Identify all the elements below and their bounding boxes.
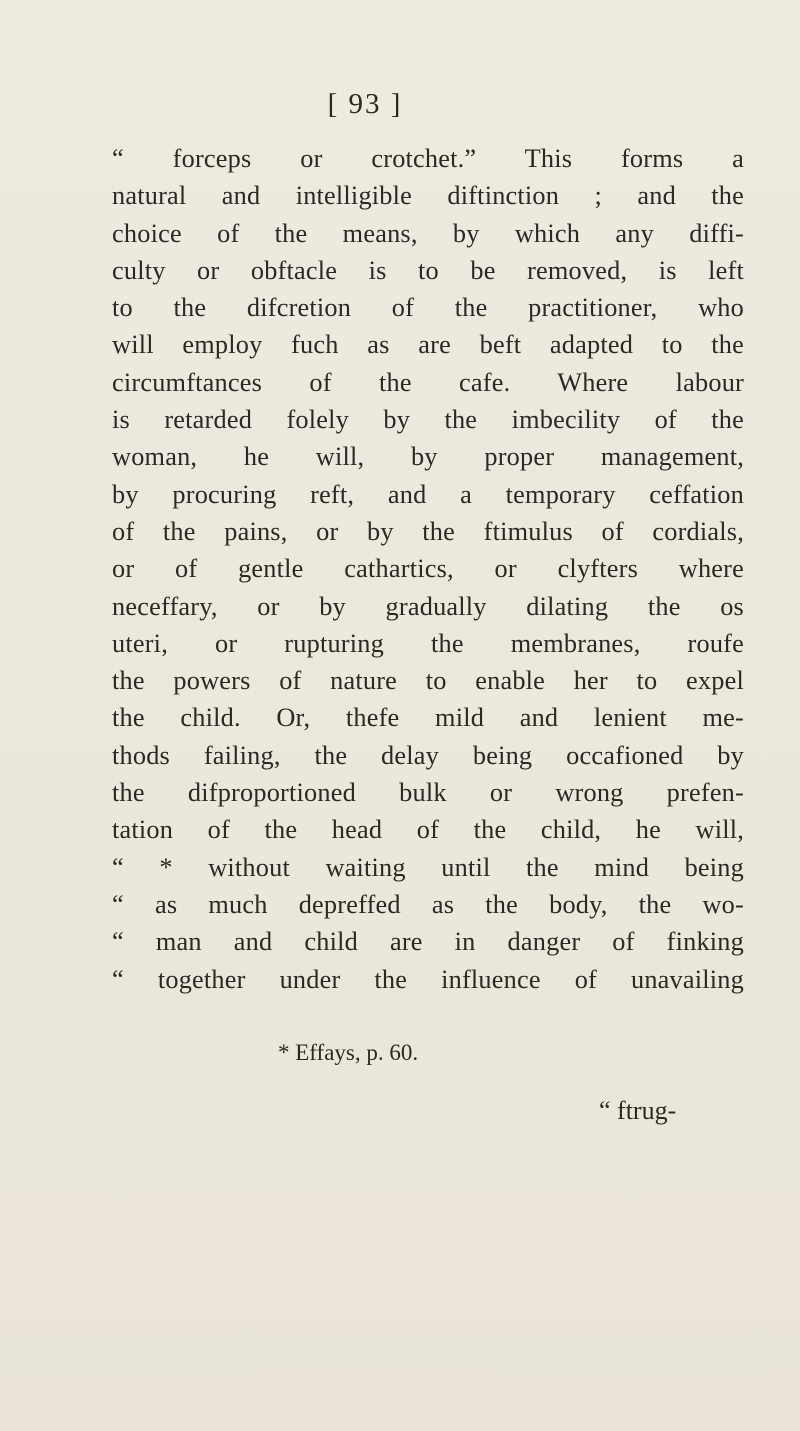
text-line: woman, he will, by proper management, — [112, 442, 744, 472]
text-line: “ forceps or crotchet.” This forms a — [112, 144, 744, 173]
text-line: or of gentle cathartics, or clyfters where — [112, 554, 744, 584]
text-line: by procuring reft, and a temporary ceffation — [112, 479, 744, 509]
text-line: thods failing, the delay being occafioned by — [112, 740, 744, 770]
catchword: “ ftrug- — [599, 1096, 677, 1125]
text-line: “ man and child are in danger of finking — [112, 927, 744, 957]
text-line: “ together under the influence of unavailing — [112, 964, 744, 994]
text-line: uteri, or rupturing the membranes, roufe — [112, 628, 744, 658]
text-line: choice of the means, by which any diffi- — [112, 218, 744, 248]
text-line: the child. Or, thefe mild and lenient me- — [112, 703, 744, 733]
text-line: to the difcretion of the practitioner, who — [112, 293, 744, 323]
text-line: will employ fuch as are beft adapted to the — [112, 330, 744, 360]
footnote: * Effays, p. 60. — [278, 1040, 419, 1065]
text-line: “ * without waiting until the mind being — [112, 852, 744, 882]
body-text — [112, 140, 744, 998]
text-line: “ as much depreffed as the body, the wo- — [112, 889, 744, 919]
text-line: neceffary, or by gradually dilating the os — [112, 591, 744, 621]
page-number-header: [ 93 ] — [327, 88, 403, 120]
text-line: tation of the head of the child, he will, — [112, 815, 744, 845]
text-line: is retarded folely by the imbecility of the — [112, 405, 744, 435]
text-line: the powers of nature to enable her to expel — [112, 666, 744, 696]
text-line: of the pains, or by the ftimulus of cordials, — [112, 516, 744, 546]
text-line: circumftances of the cafe. Where labour — [112, 367, 744, 397]
text-line: natural and intelligible diftinction ; and the — [112, 181, 744, 211]
text-line: culty or obftacle is to be removed, is left — [112, 255, 744, 285]
text-line: the difproportioned bulk or wrong prefen- — [112, 778, 744, 808]
